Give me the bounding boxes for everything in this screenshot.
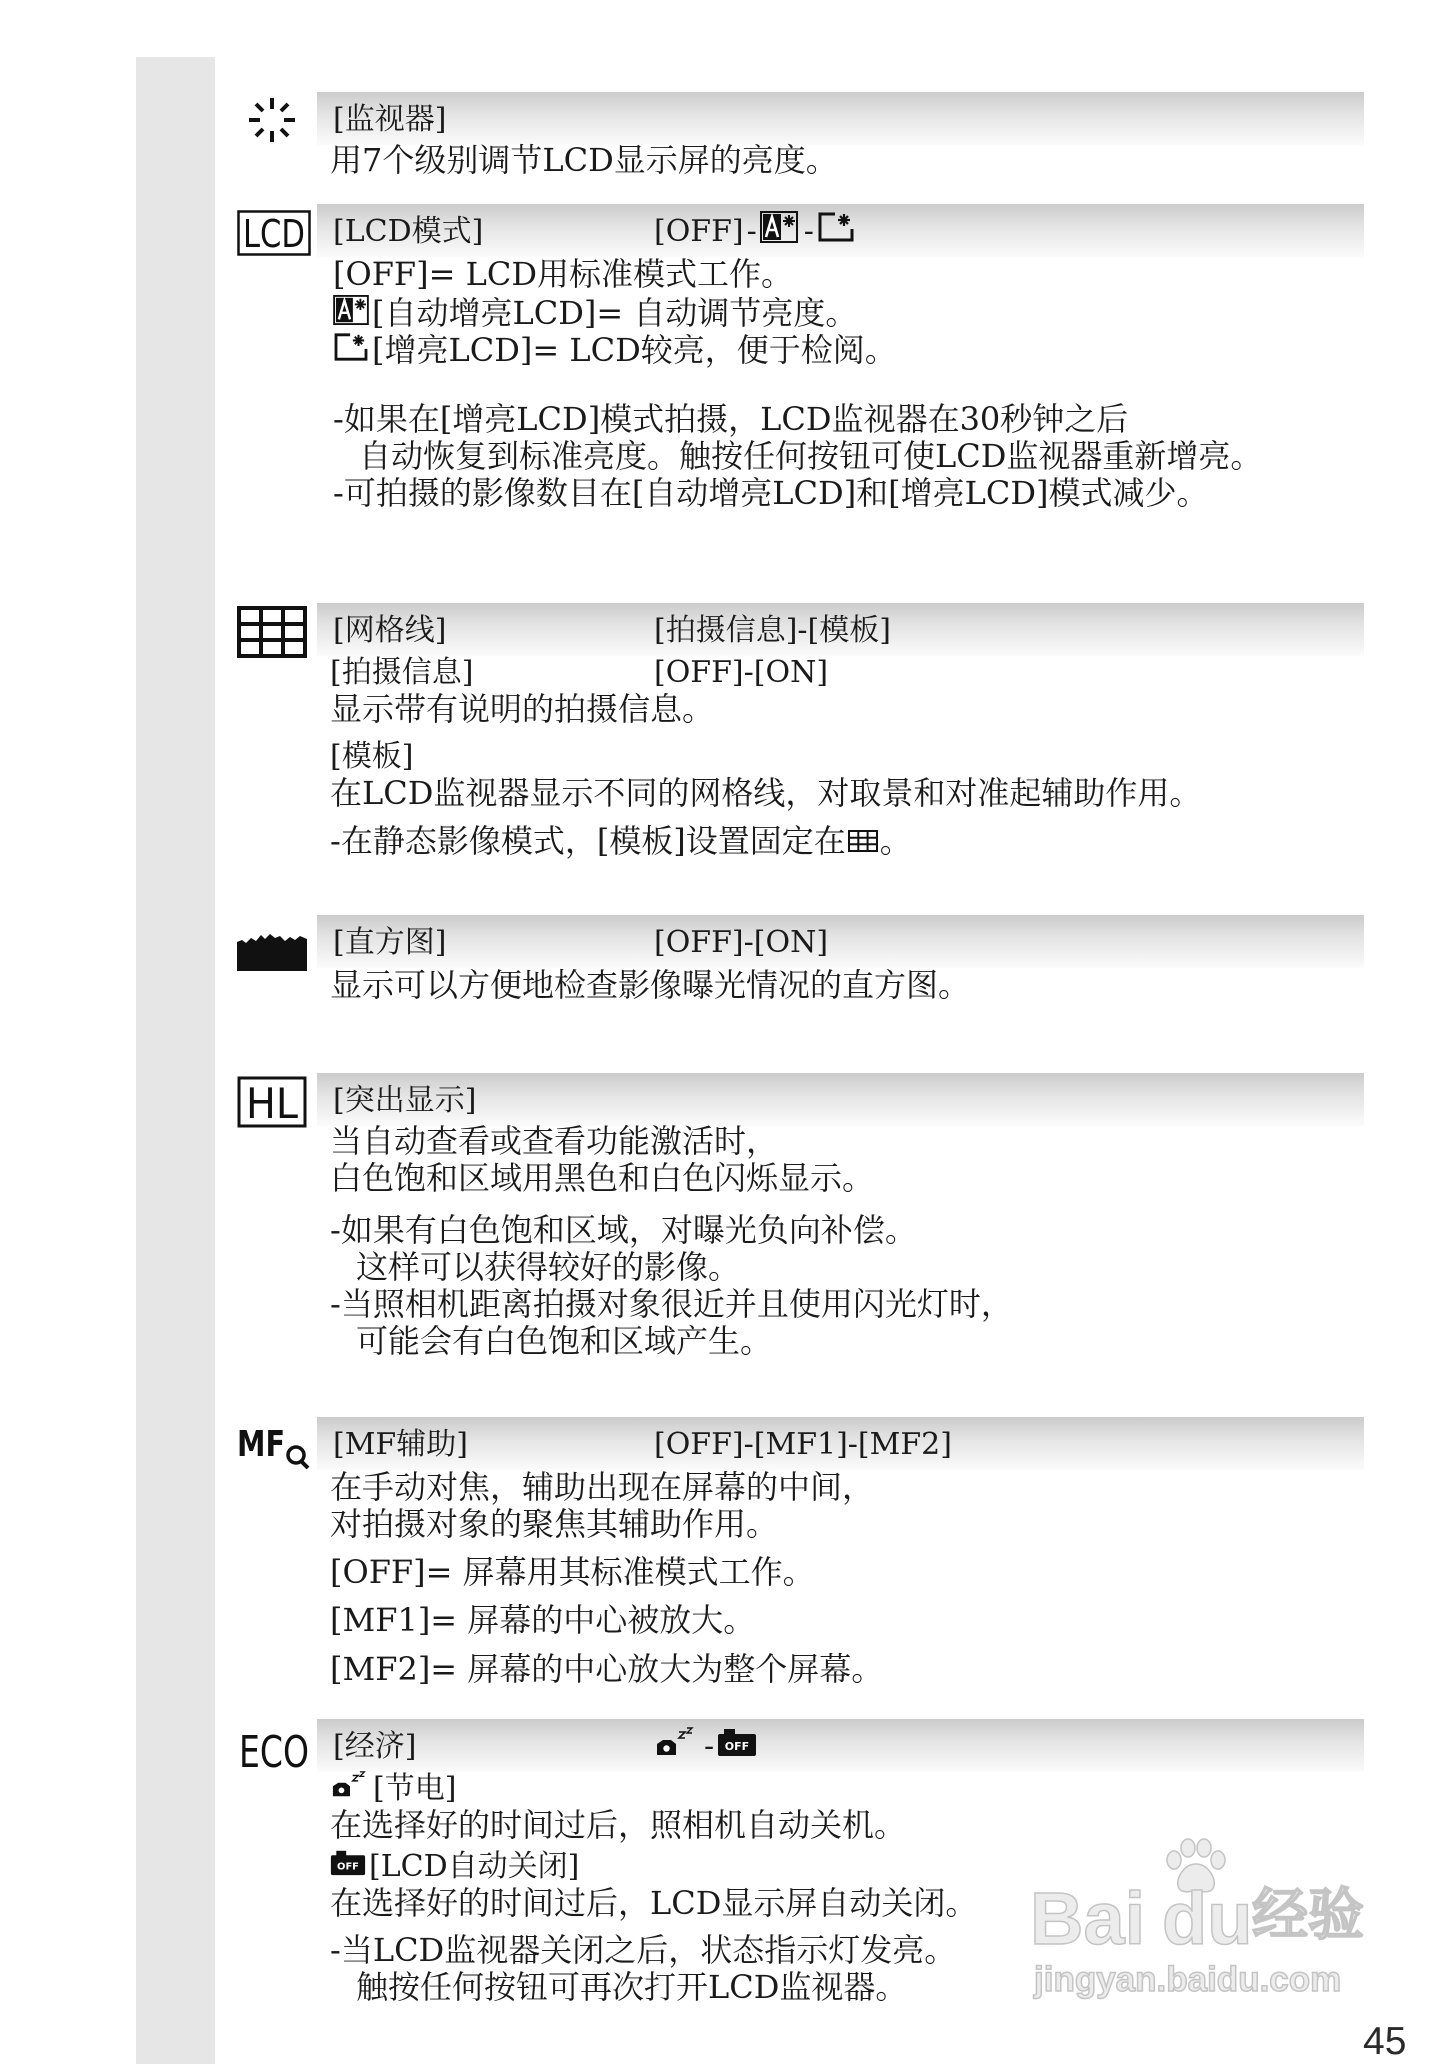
note-line: -如果有白色饱和区域，对曝光负向补偿。 [330, 1211, 917, 1249]
brightness-icon [244, 94, 300, 146]
body-line: [OFF]= LCD用标准模式工作。 [333, 255, 793, 293]
power-save-label: [节电] [373, 1771, 457, 1806]
note-line: 自动恢复到标准亮度。触按任何按钮可使LCD监视器重新增亮。 [359, 437, 1263, 475]
svg-text:ECO: ECO [239, 1727, 309, 1778]
histogram-body [330, 967, 970, 1004]
watermark-url: jingyan.baidu.com [1034, 1960, 1342, 1999]
auto-power-lcd-icon [333, 295, 369, 333]
section-highlight [0, 1073, 1452, 1360]
economy-title: [经济] [333, 1729, 417, 1764]
section-monitor [0, 92, 1452, 179]
body-line: 当自动查看或查看功能激活时， [330, 1122, 779, 1160]
note-line: 触按任何按钮可再次打开LCD监视器。 [356, 1968, 908, 2006]
body-line: 在选择好的时间过后，LCD显示屏自动关闭。 [330, 1884, 978, 1922]
body-line [333, 295, 1262, 332]
monitor-title: [监视器] [333, 102, 447, 137]
lcd-mode-options [654, 213, 858, 250]
auto-lcd-off-icon [330, 1848, 366, 1885]
auto-power-lcd-icon [760, 211, 798, 252]
note-line [330, 823, 1201, 860]
note-line: -可拍摄的影像数目在[自动增亮LCD]和[增亮LCD]模式减少。 [333, 474, 1209, 512]
histogram-options: [OFF]-[ON] [654, 925, 829, 960]
header-bar [317, 1719, 1364, 1772]
economy-body [330, 1770, 977, 2006]
header-bar [317, 92, 1364, 145]
body-line: 在LCD监视器显示不同的网格线，对取景和对准起辅助作用。 [330, 774, 1202, 812]
note-line: 可能会有白色饱和区域产生。 [356, 1322, 773, 1360]
svg-text:HL: HL [246, 1079, 299, 1128]
mf-assist-title: [MF辅助] [333, 1427, 468, 1462]
power-save-row [330, 1770, 977, 1807]
mf-assist-options: [OFF]-[MF1]-[MF2] [654, 1427, 952, 1462]
body-line [333, 332, 1262, 369]
section-mf-assist [0, 1417, 1452, 1688]
note-line: -如果在[增亮LCD]模式拍摄，LCD监视器在30秒钟之后 [333, 400, 1129, 438]
body-line: 显示可以方便地检查影像曝光情况的直方图。 [330, 966, 971, 1004]
rec-info-options: [OFF]-[ON] [654, 655, 829, 690]
power-lcd-icon [817, 211, 855, 252]
guide-line-body [330, 654, 1201, 860]
svg-text:LCD: LCD [243, 212, 305, 256]
lcd-mode-icon [237, 210, 311, 256]
body-line: [MF1]= 屏幕的中心被放大。 [330, 1601, 756, 1639]
body-line: 在手动对焦，辅助出现在屏幕的中间， [330, 1468, 875, 1506]
option-separator: - [704, 1729, 715, 1764]
auto-lcd-off-row [330, 1848, 977, 1885]
option-separator: - [746, 214, 757, 249]
power-save-icon [654, 1727, 698, 1766]
power-save-icon [330, 1770, 370, 1807]
auto-lcd-off-label: [LCD自动关闭] [369, 1849, 580, 1884]
option-off: [OFF] [654, 214, 744, 249]
histogram-title: [直方图] [333, 925, 447, 960]
body-line: 显示带有说明的拍摄信息。 [330, 690, 715, 728]
mf-assist-icon [237, 1422, 311, 1470]
watermark-brand-bai: Bai [1030, 1877, 1146, 1960]
body-line: [OFF]= 屏幕用其标准模式工作。 [330, 1553, 815, 1591]
page-number: 45 [1363, 2020, 1407, 2063]
section-lcd-mode [0, 204, 1452, 512]
power-lcd-icon [333, 332, 369, 370]
pattern-note-text: -在静态影像模式，[模板]设置固定在 [330, 822, 846, 860]
monitor-body [330, 142, 838, 179]
monitor-desc: 用7个级别调节LCD显示屏的亮度。 [330, 141, 838, 179]
highlight-title: [突出显示] [333, 1083, 477, 1118]
section-histogram [0, 915, 1452, 1004]
economy-options [654, 1728, 760, 1765]
watermark-brand-jingyan: 经验 [1252, 1883, 1364, 1948]
guide-line-options: [拍摄信息]-[模板] [654, 613, 891, 648]
rec-info-row [330, 654, 1201, 691]
svg-text:OFF: OFF [724, 1740, 750, 1753]
highlight-icon [237, 1076, 307, 1128]
svg-text:OFF: OFF [337, 1861, 359, 1873]
auto-lcd-off-icon [717, 1727, 757, 1766]
option-separator: - [803, 214, 814, 249]
svg-text:MF: MF [237, 1424, 285, 1465]
note-line: -当LCD监视器关闭之后，状态指示灯发亮。 [330, 1931, 957, 1969]
grid-icon [237, 606, 307, 658]
auto-power-lcd-text: [自动增亮LCD]= 自动调节亮度。 [372, 294, 858, 332]
rec-info-title: [拍摄信息] [330, 655, 474, 690]
power-lcd-text: [增亮LCD]= LCD较亮，便于检阅。 [372, 331, 897, 369]
note-line: -当照相机距离拍摄对象很近并且使用闪光灯时， [330, 1285, 1013, 1323]
note-line: 这样可以获得较好的影像。 [356, 1248, 741, 1286]
body-line: [MF2]= 屏幕的中心放大为整个屏幕。 [330, 1650, 884, 1688]
economy-icon [237, 1727, 311, 1778]
pattern-title: [模板] [330, 739, 414, 774]
section-guide-line [0, 603, 1452, 860]
body-line: 在选择好的时间过后，照相机自动关机。 [330, 1806, 907, 1844]
baidu-jingyan-watermark [1030, 1838, 1364, 2013]
watermark-brand-du: du [1162, 1877, 1253, 1960]
header-bar [317, 915, 1364, 968]
pattern-note-end: 。 [879, 822, 912, 860]
mf-assist-body [330, 1469, 883, 1688]
body-line: 对拍摄对象的聚焦其辅助作用。 [330, 1505, 779, 1543]
body-line: 白色饱和区域用黑色和白色闪烁显示。 [330, 1159, 875, 1197]
side-bar [136, 57, 215, 2064]
highlight-body [330, 1123, 1013, 1360]
guide-line-title: [网格线] [333, 613, 447, 648]
lcd-mode-body [333, 256, 1262, 512]
histogram-icon [237, 919, 307, 971]
grid-icon [848, 823, 878, 860]
lcd-mode-title: [LCD模式] [333, 214, 484, 249]
